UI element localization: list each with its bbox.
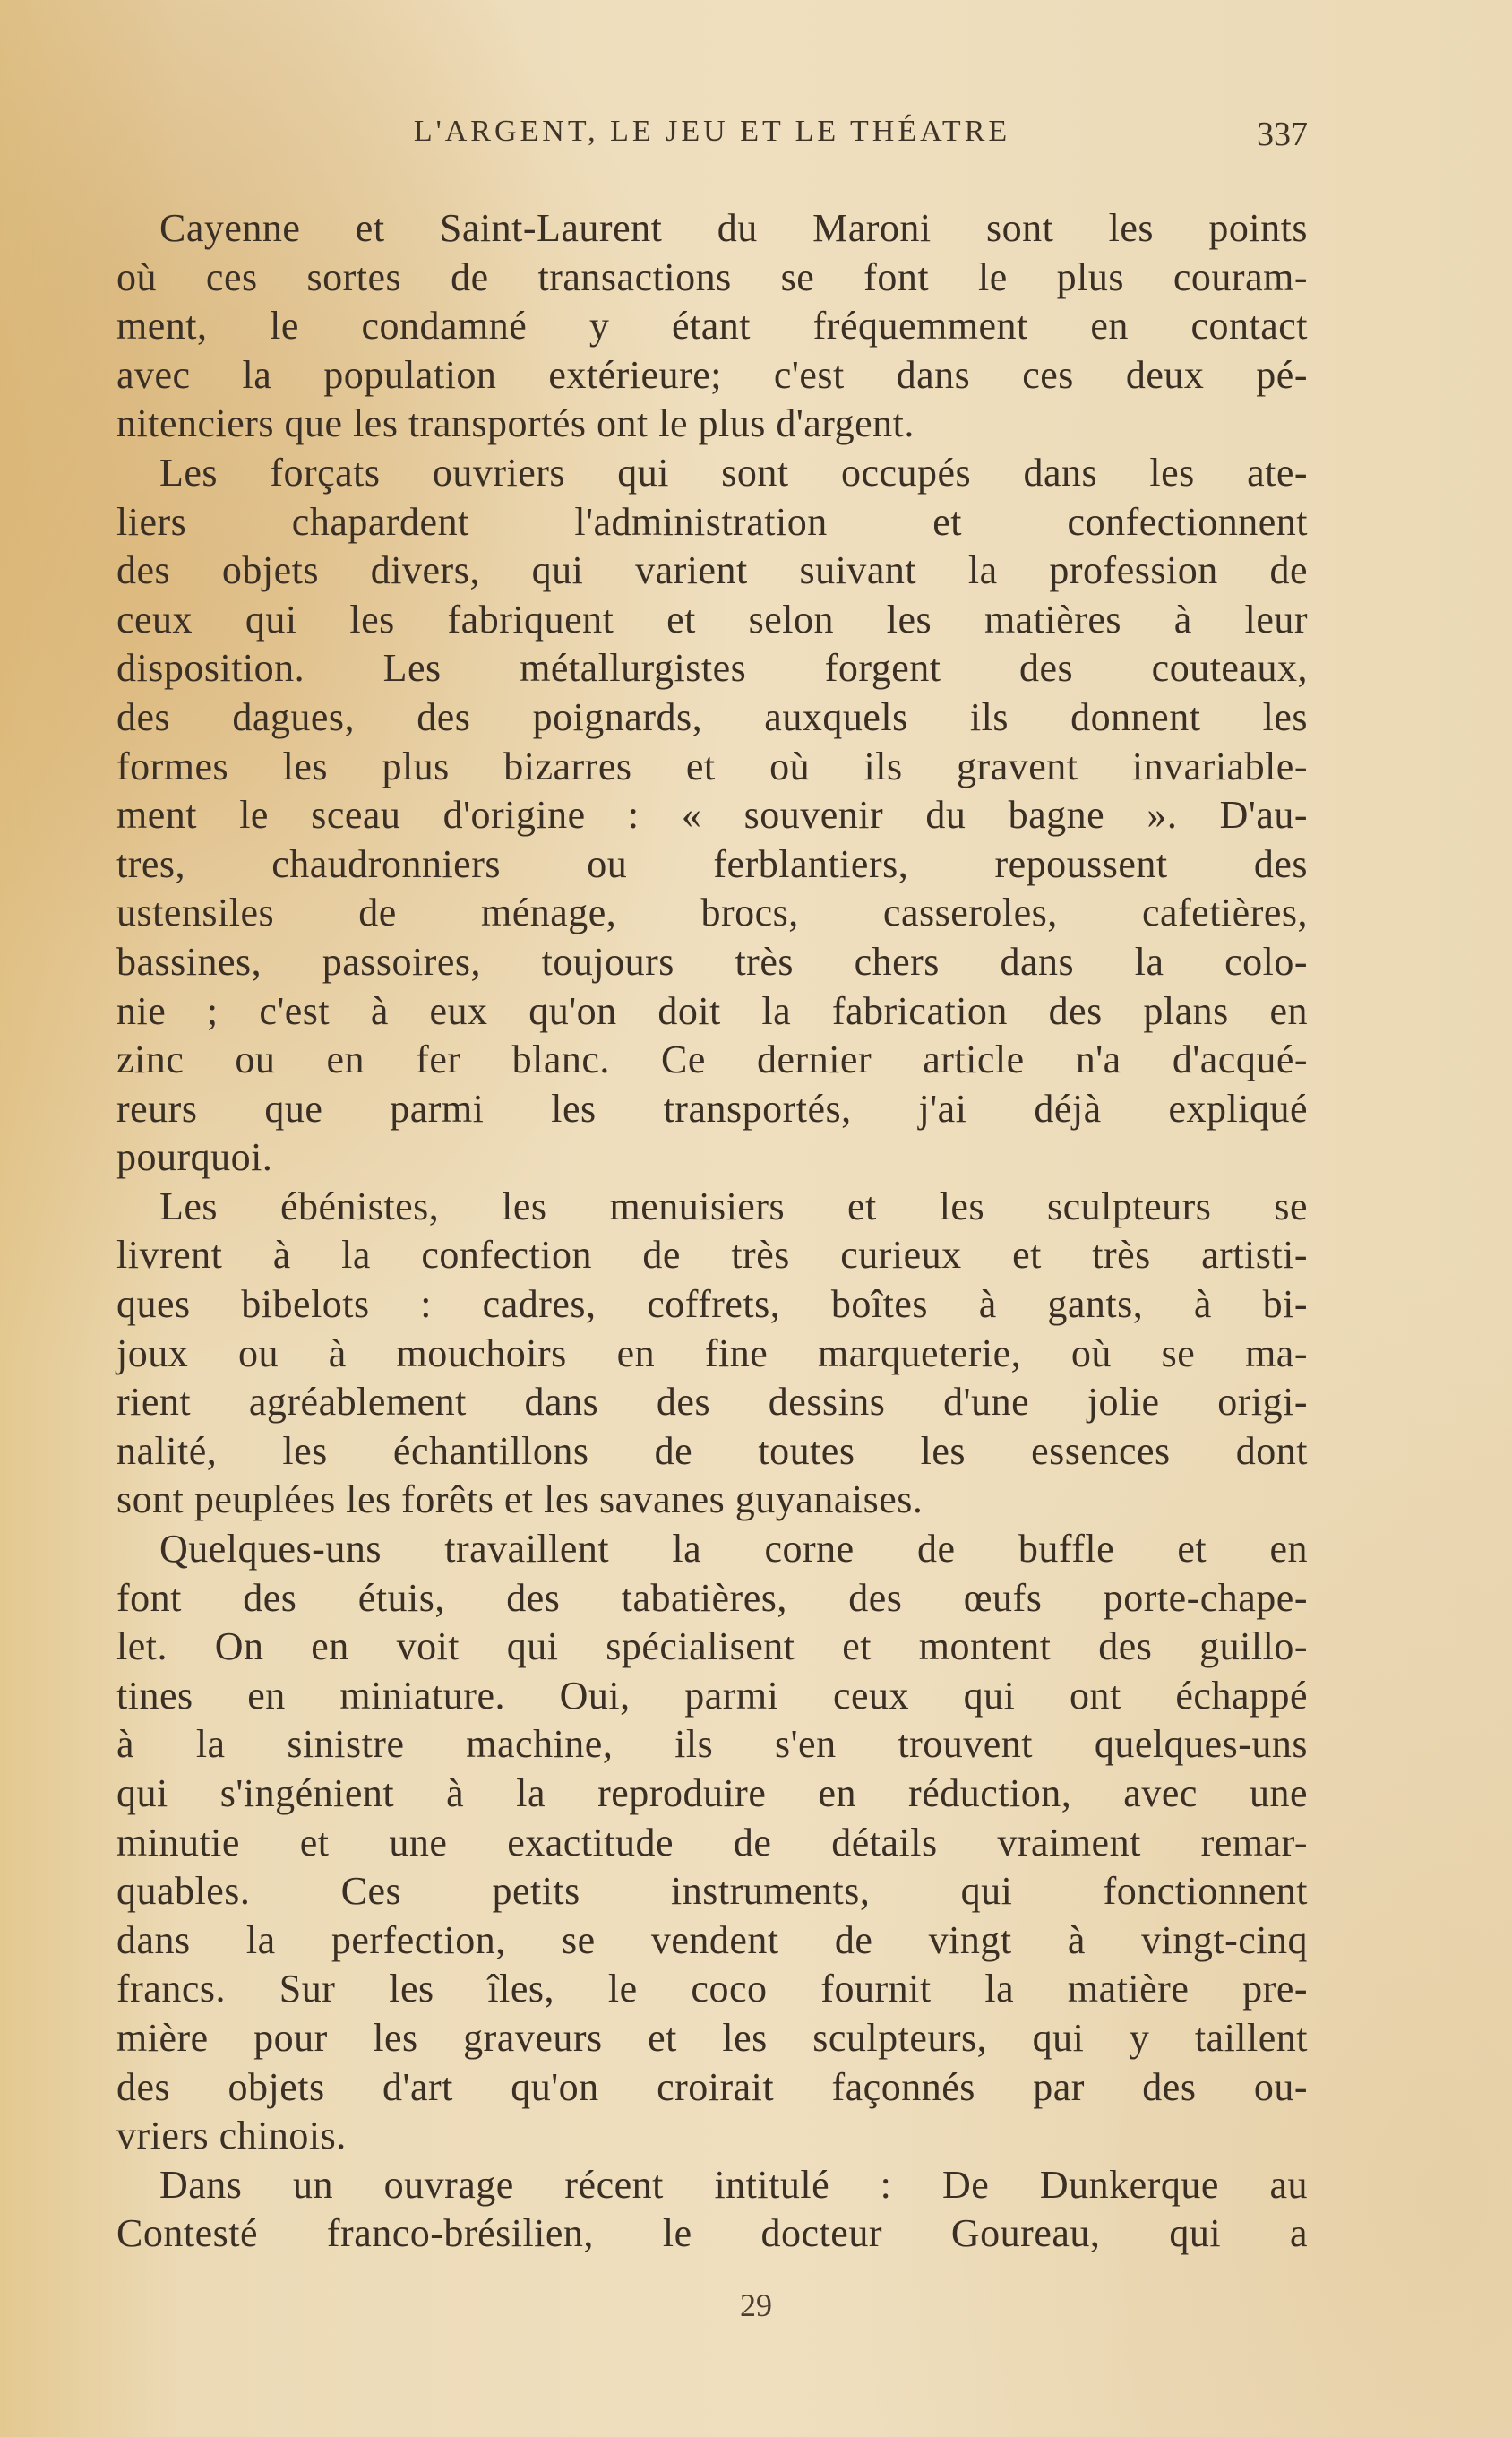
text-line: disposition. Les métallurgistes forgent des couteaux,: [116, 646, 1308, 691]
text-line: tines en miniature. Oui, parmi ceux qui ont échappé: [116, 1673, 1308, 1718]
text-line: qui s'ingénient à la reproduire en réduction, avec une: [116, 1771, 1308, 1815]
text-line: bassines, passoires, toujours très chers dans la colo-: [116, 939, 1308, 984]
text-line: pourquoi.: [116, 1135, 273, 1180]
text-line: ustensiles de ménage, brocs, casseroles, cafetières,: [116, 891, 1308, 935]
text-line: liers chapardent l'administration et confectionnent: [116, 499, 1308, 544]
text-line: tres, chaudronniers ou ferblantiers, repoussent des: [116, 841, 1308, 886]
text-line: Les forçats ouvriers qui sont occupés dans les ate-: [159, 450, 1308, 495]
text-line: formes les plus bizarres et où ils gravent invariable-: [116, 744, 1308, 788]
text-line: nitenciers que les transportés ont le plus d'argent.: [116, 401, 915, 446]
text-line: avec la population extérieure; c'est dans ces deux pé-: [116, 352, 1308, 397]
text-line: reurs que parmi les transportés, j'ai déjà expliqué: [116, 1086, 1308, 1131]
text-line: Dans un ouvrage récent intitulé : De Dunkerque au: [159, 2162, 1308, 2207]
signature-mark: 29: [740, 2287, 772, 2323]
text-line: let. On en voit qui spécialisent et montent des guillo-: [116, 1624, 1308, 1669]
text-line: des objets d'art qu'on croirait façonnés par des ou-: [116, 2064, 1308, 2109]
text-line: Quelques-uns travaillent la corne de buffle et en: [159, 1527, 1308, 1572]
text-line: ceux qui les fabriquent et selon les matières à leur: [116, 597, 1308, 642]
text-line: ment le sceau d'origine : « souvenir du bagne ». D'au-: [116, 793, 1308, 838]
text-line: Cayenne et Saint-Laurent du Maroni sont les points: [159, 206, 1308, 250]
text-line: francs. Sur les îles, le coco fournit la matière pre-: [116, 1967, 1308, 2011]
text-line: où ces sortes de transactions se font le plus couram-: [116, 254, 1308, 299]
text-line: font des étuis, des tabatières, des œufs porte-chape-: [116, 1575, 1308, 1620]
text-line: zinc ou en fer blanc. Ce dernier article n'a d'acqué-: [116, 1038, 1308, 1082]
text-line: nalité, les échantillons de toutes les essences dont: [116, 1428, 1308, 1473]
page-header: [116, 115, 1308, 165]
text-line: à la sinistre machine, ils s'en trouvent quelques-uns: [116, 1722, 1308, 1767]
text-line: Contesté franco-brésilien, le docteur Goureau, qui a: [116, 2211, 1308, 2256]
text-line: sont peuplées les forêts et les savanes guyanaises.: [116, 1477, 924, 1522]
body-text: [116, 204, 1308, 2259]
text-line: ment, le condamné y étant fréquemment en contact: [116, 304, 1308, 349]
text-line: mière pour les graveurs et les sculpteurs, qui y taillent: [116, 2015, 1308, 2060]
running-title: L'ARGENT, LE JEU ET LE THÉATRE: [413, 115, 1011, 148]
page-number: 337: [1257, 116, 1308, 153]
text-line: minutie et une exactitude de détails vraiment remar-: [116, 1820, 1308, 1864]
text-line: joux ou à mouchoirs en fine marqueterie, où se ma-: [116, 1330, 1308, 1375]
text-line: Les ébénistes, les menuisiers et les sculpteurs se: [159, 1184, 1308, 1228]
text-line: nie ; c'est à eux qu'on doit la fabrication des plans en: [116, 988, 1308, 1033]
text-line: rient agréablement dans des dessins d'une jolie origi-: [116, 1380, 1308, 1425]
text-line: livrent à la confection de très curieux et très artisti-: [116, 1233, 1308, 1278]
text-line: ques bibelots : cadres, coffrets, boîtes à gants, à bi-: [116, 1282, 1308, 1327]
text-line: des dagues, des poignards, auxquels ils donnent les: [116, 694, 1308, 739]
text-line: dans la perfection, se vendent de vingt à vingt-cinq: [116, 1917, 1308, 1962]
text-line: quables. Ces petits instruments, qui fonctionnent: [116, 1869, 1308, 1914]
text-line: des objets divers, qui varient suivant la profession de: [116, 548, 1308, 593]
text-line: vriers chinois.: [116, 2114, 347, 2158]
